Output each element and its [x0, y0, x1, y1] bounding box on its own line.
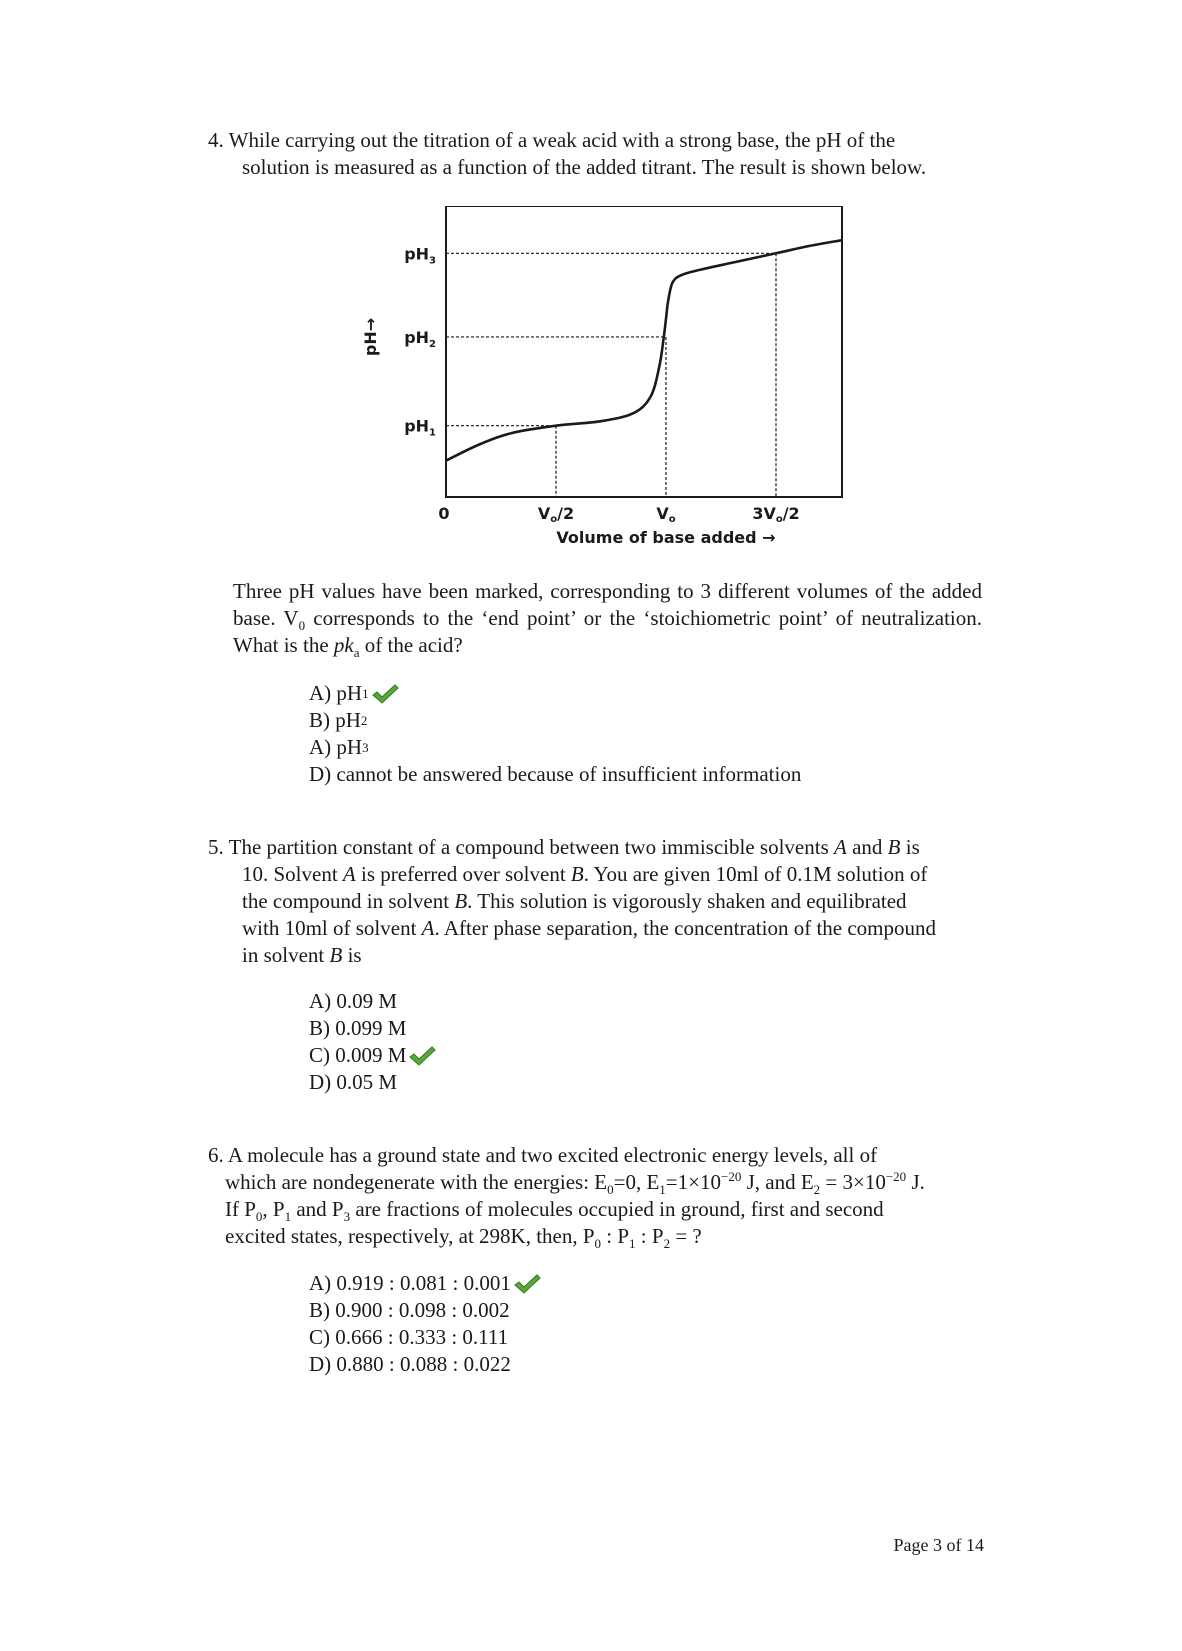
question-option[interactable]: [309, 1297, 541, 1324]
question-4-option[interactable]: A) pH 3: [309, 735, 369, 759]
question-4-line-2: solution is measured as a function of the added titrant. The result is shown below.: [242, 155, 927, 179]
question-5-line: [208, 915, 936, 942]
x-tick-main: V: [656, 504, 669, 523]
y-tick-label: [404, 417, 436, 439]
checkmark-icon: [408, 1045, 436, 1067]
question-4-line-1: 4. While carrying out the titration of a weak acid with a strong base, the pH of the: [208, 128, 896, 152]
q6-l2-text-d: J, and E: [741, 1170, 814, 1194]
q6-l4-sub-0: 0: [594, 1236, 602, 1252]
q6-l2-text-c: =1×10: [665, 1170, 721, 1194]
y-tick-main: pH: [404, 327, 430, 347]
option-label: C) 0.009 M: [309, 1043, 407, 1067]
x-tick-label: [438, 504, 449, 523]
question-5-text: [208, 834, 936, 969]
solvent-symbol: A: [421, 916, 435, 940]
option-label: D) 0.05 M: [309, 1070, 398, 1094]
option-label: C) 0.666 : 0.333 : 0.111: [309, 1325, 509, 1349]
x-tick-label: [752, 504, 799, 525]
v0-subscript: 0: [298, 618, 306, 634]
solvent-symbol: B: [454, 889, 468, 913]
question-6-options: [309, 1270, 541, 1378]
y-axis-label: pH→: [361, 317, 380, 357]
option-label: D) 0.880 : 0.088 : 0.022: [309, 1352, 511, 1376]
q6-l4-text-c: : P: [635, 1224, 664, 1248]
titration-curve: [446, 240, 842, 460]
question-4-para-c: of the acid?: [359, 633, 463, 657]
x-tick-main: 0: [438, 504, 450, 523]
solvent-symbol: A: [342, 862, 356, 886]
q6-l3-sub-3: 3: [343, 1209, 351, 1225]
question-6-text: [208, 1142, 925, 1250]
option-label: A) 0.919 : 0.081 : 0.001: [309, 1271, 511, 1295]
question-4-option[interactable]: [309, 761, 801, 788]
q6-l4-sub-1: 1: [629, 1236, 636, 1252]
text-segment: 10. Solvent: [242, 862, 343, 886]
question-5-options: [309, 988, 436, 1096]
question-6-line-2: [208, 1169, 925, 1196]
q6-l3-sub-1: 1: [284, 1209, 292, 1225]
question-5-line: [208, 942, 936, 969]
question-4-paragraph: [233, 578, 982, 659]
solvent-symbol: B: [570, 862, 584, 886]
solvent-symbol: A: [834, 835, 847, 859]
option-label: B) 0.900 : 0.098 : 0.002: [309, 1298, 510, 1322]
question-5-line: [208, 861, 936, 888]
question-6-line-4: [208, 1223, 925, 1250]
q6-l4-text-b: : P: [601, 1224, 630, 1248]
q6-l2-sub-1: 1: [659, 1182, 666, 1198]
y-tick-sub: 1: [429, 427, 436, 439]
q6-l4-sub-2: 2: [663, 1236, 671, 1252]
y-tick-main: pH: [404, 416, 430, 436]
checkmark-icon: [513, 1273, 541, 1295]
question-option[interactable]: [309, 988, 436, 1015]
y-tick-main: pH: [404, 244, 430, 264]
q6-l4-text-a: excited states, respectively, at 298K, then, P: [225, 1224, 595, 1248]
y-tick-label: [404, 328, 436, 350]
question-4-option[interactable]: A) pH 1: [309, 680, 801, 707]
question-4-para-a: Three pH values have been marked, corresponding to 3 different volumes of the added base. V: [233, 579, 982, 630]
text-segment: . This solution is vigorously shaken and equilibrated: [467, 889, 907, 913]
q6-l2-text-e: = 3×10: [820, 1170, 886, 1194]
option-label: A) pH: [309, 681, 363, 705]
question-5-line: [208, 834, 936, 861]
question-5-line: [208, 888, 936, 915]
q6-l3-text-c: and P: [291, 1197, 344, 1221]
question-4-option[interactable]: B) pH 2: [309, 708, 368, 732]
q6-l2-text-a: which are nondegenerate with the energies: E: [225, 1170, 608, 1194]
option-label: D) cannot be answered because of insufficient information: [309, 762, 802, 786]
text-segment: is preferred over solvent: [355, 862, 571, 886]
x-axis-label: Volume of base added →: [556, 528, 776, 547]
x-tick-tail: /2: [782, 504, 800, 523]
question-option[interactable]: [309, 1351, 541, 1378]
q6-l2-sub-0: 0: [607, 1182, 614, 1198]
page-number: Page 3 of 14: [893, 1535, 984, 1555]
q6-l3-sub-0: 0: [255, 1209, 263, 1225]
text-segment: . After phase separation, the concentration of the compound: [434, 916, 936, 940]
q6-l3-text-b: , P: [262, 1197, 285, 1221]
question-option[interactable]: [309, 1042, 436, 1069]
question-4-text: [208, 127, 926, 181]
question-option[interactable]: [309, 1324, 541, 1351]
text-segment: . You are given 10ml of 0.1M solution of: [583, 862, 928, 886]
q6-l2-exp-2: −20: [885, 1169, 907, 1184]
text-segment: 5. The partition constant of a compound between two immiscible solvents: [208, 835, 834, 859]
q6-l2-exp-1: −20: [720, 1169, 742, 1184]
plot-frame: [446, 206, 842, 497]
option-label: B) pH: [309, 708, 361, 732]
y-tick-label: [404, 244, 436, 266]
question-option[interactable]: [309, 1270, 541, 1297]
text-segment: with 10ml of solvent: [242, 916, 422, 940]
x-tick-sub: o: [550, 514, 558, 525]
solvent-symbol: B: [887, 835, 901, 859]
x-tick-sub: o: [668, 514, 676, 525]
text-segment: in solvent: [242, 943, 330, 967]
q6-l3-text-d: are fractions of molecules occupied in ground, first and second: [350, 1197, 884, 1221]
titration-chart-svg: [360, 206, 900, 576]
question-6-line-1: 6. A molecule has a ground state and two excited electronic energy levels, all of: [208, 1143, 878, 1167]
x-tick-main: 3V: [752, 504, 776, 523]
x-tick-label: [538, 504, 574, 525]
question-4-options: [309, 680, 801, 788]
checkmark-icon: [371, 683, 399, 705]
text-segment: is: [900, 835, 920, 859]
question-option[interactable]: [309, 1015, 436, 1042]
x-tick-label: [656, 504, 675, 525]
option-label: A) 0.09 M: [309, 989, 398, 1013]
q6-l4-text-d: = ?: [670, 1224, 702, 1248]
text-segment: is: [342, 943, 362, 967]
solvent-symbol: B: [329, 943, 343, 967]
option-label: B) 0.099 M: [309, 1016, 407, 1040]
x-tick-main: V: [537, 504, 551, 523]
q6-l2-text-f: J.: [906, 1170, 925, 1194]
question-option[interactable]: [309, 1069, 436, 1096]
x-tick-tail: /2: [557, 504, 575, 523]
q6-l2-text-b: =0, E: [613, 1170, 660, 1194]
text-segment: the compound in solvent: [242, 889, 455, 913]
pka-symbol: pk: [333, 633, 354, 657]
pka-subscript: a: [353, 645, 360, 661]
x-tick-sub: o: [775, 514, 783, 525]
question-4-para-b: corresponds to the ‘end point’ or the ‘stoichiometric point’ of neutralization. What is the: [233, 606, 982, 657]
option-label: A) pH: [309, 735, 363, 759]
y-tick-sub: 2: [429, 338, 436, 350]
q6-l2-sub-2: 2: [813, 1182, 821, 1198]
question-6-line-3: [208, 1196, 925, 1223]
y-tick-sub: 3: [429, 255, 436, 267]
titration-chart: [360, 206, 900, 576]
q6-l3-text-a: If P: [225, 1197, 256, 1221]
text-segment: and: [846, 835, 888, 859]
